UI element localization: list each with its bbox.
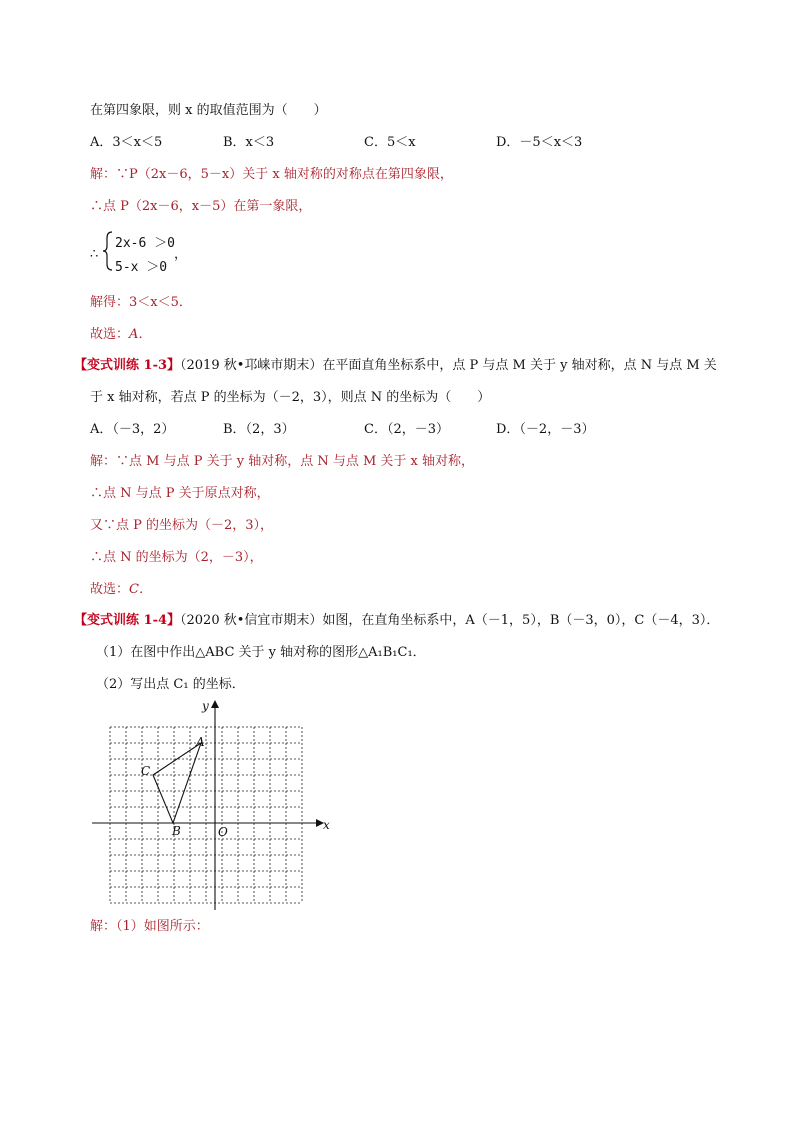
option-a: A．（－3，2） xyxy=(90,422,175,437)
option-c: C．（2，－3） xyxy=(364,422,449,437)
solution-line: 又∵点 P 的坐标为（－2，3）， xyxy=(90,518,274,533)
solution-line: ∴点 N 的坐标为（2，－3）， xyxy=(90,550,263,565)
system-equation-1: 2x-6 ＞0 xyxy=(115,236,175,251)
solution-line: ∴点 N 与点 P 关于原点对称， xyxy=(90,486,270,501)
answer-label: 故选： xyxy=(90,327,130,342)
question-line xyxy=(74,357,717,375)
option-d: D．（－2，－3） xyxy=(496,422,595,437)
brace-icon xyxy=(102,230,114,272)
option-d: D．－5＜x＜3 xyxy=(496,135,583,150)
answer-line xyxy=(90,581,152,599)
x-axis-label: x xyxy=(323,818,330,832)
point-a-label: A xyxy=(196,735,205,749)
answer-line xyxy=(90,326,151,344)
triangle-abc xyxy=(153,743,201,823)
solution-line: 解得：3＜x＜5． xyxy=(90,295,192,310)
question-line xyxy=(74,612,719,630)
point-b-label: B xyxy=(172,824,181,838)
option-c: C．5＜x xyxy=(364,135,416,150)
option-b: B．x＜3 xyxy=(223,135,275,150)
option-b: B．（2，3） xyxy=(223,422,295,437)
option-a: A．3＜x＜5 xyxy=(90,135,163,150)
solution-line: 解：（1）如图所示： xyxy=(90,919,209,934)
system-prefix: ∴ xyxy=(90,247,99,262)
dashed-grid xyxy=(110,727,302,903)
q-text-line: 在第四象限，则 x 的取值范围为（ ） xyxy=(90,103,327,118)
solution-line: ∴点 P（2x－6，x－5）在第一象限， xyxy=(90,199,312,214)
origin-label: O xyxy=(218,825,228,839)
system-suffix: ， xyxy=(174,247,188,262)
question-text: （2020 秋•信宜市期末）如图，在直角坐标系中，A（－1，5），B（－3，0），C（－4，3）． xyxy=(180,613,720,628)
system-equation-2: 5-x ＞0 xyxy=(115,260,168,275)
question-line-2: 于 x 轴对称，若点 P 的坐标为（－2，3），则点 N 的坐标为（ ） xyxy=(90,390,491,405)
exercise-tag: 【变式训练 1-3】 xyxy=(74,358,181,373)
y-axis-label: y xyxy=(202,699,209,713)
answer-value: C． xyxy=(129,582,152,597)
question-line-2: （1）在图中作出△ABC 关于 y 轴对称的图形△A₁B₁C₁． xyxy=(96,645,426,660)
solution-line: 解：∵P（2x－6，5－x）关于 x 轴对称的对称点在第四象限， xyxy=(90,167,453,182)
question-text: （2019 秋•邛崃市期末）在平面直角坐标系中，点 P 与点 M 关于 y 轴对称，点 N 与点 M 关 xyxy=(180,358,717,373)
exercise-tag: 【变式训练 1-4】 xyxy=(74,613,181,628)
point-c-label: C xyxy=(141,764,151,778)
solution-line: 解：∵点 M 与点 P 关于 y 轴对称，点 N 与点 M 关于 x 轴对称， xyxy=(90,454,475,469)
coordinate-grid-figure xyxy=(88,698,338,914)
answer-label: 故选： xyxy=(90,582,130,597)
question-line-3: （2）写出点 C₁ 的坐标． xyxy=(96,677,245,692)
answer-value: A． xyxy=(129,327,152,342)
y-axis-arrow-icon xyxy=(211,700,219,708)
